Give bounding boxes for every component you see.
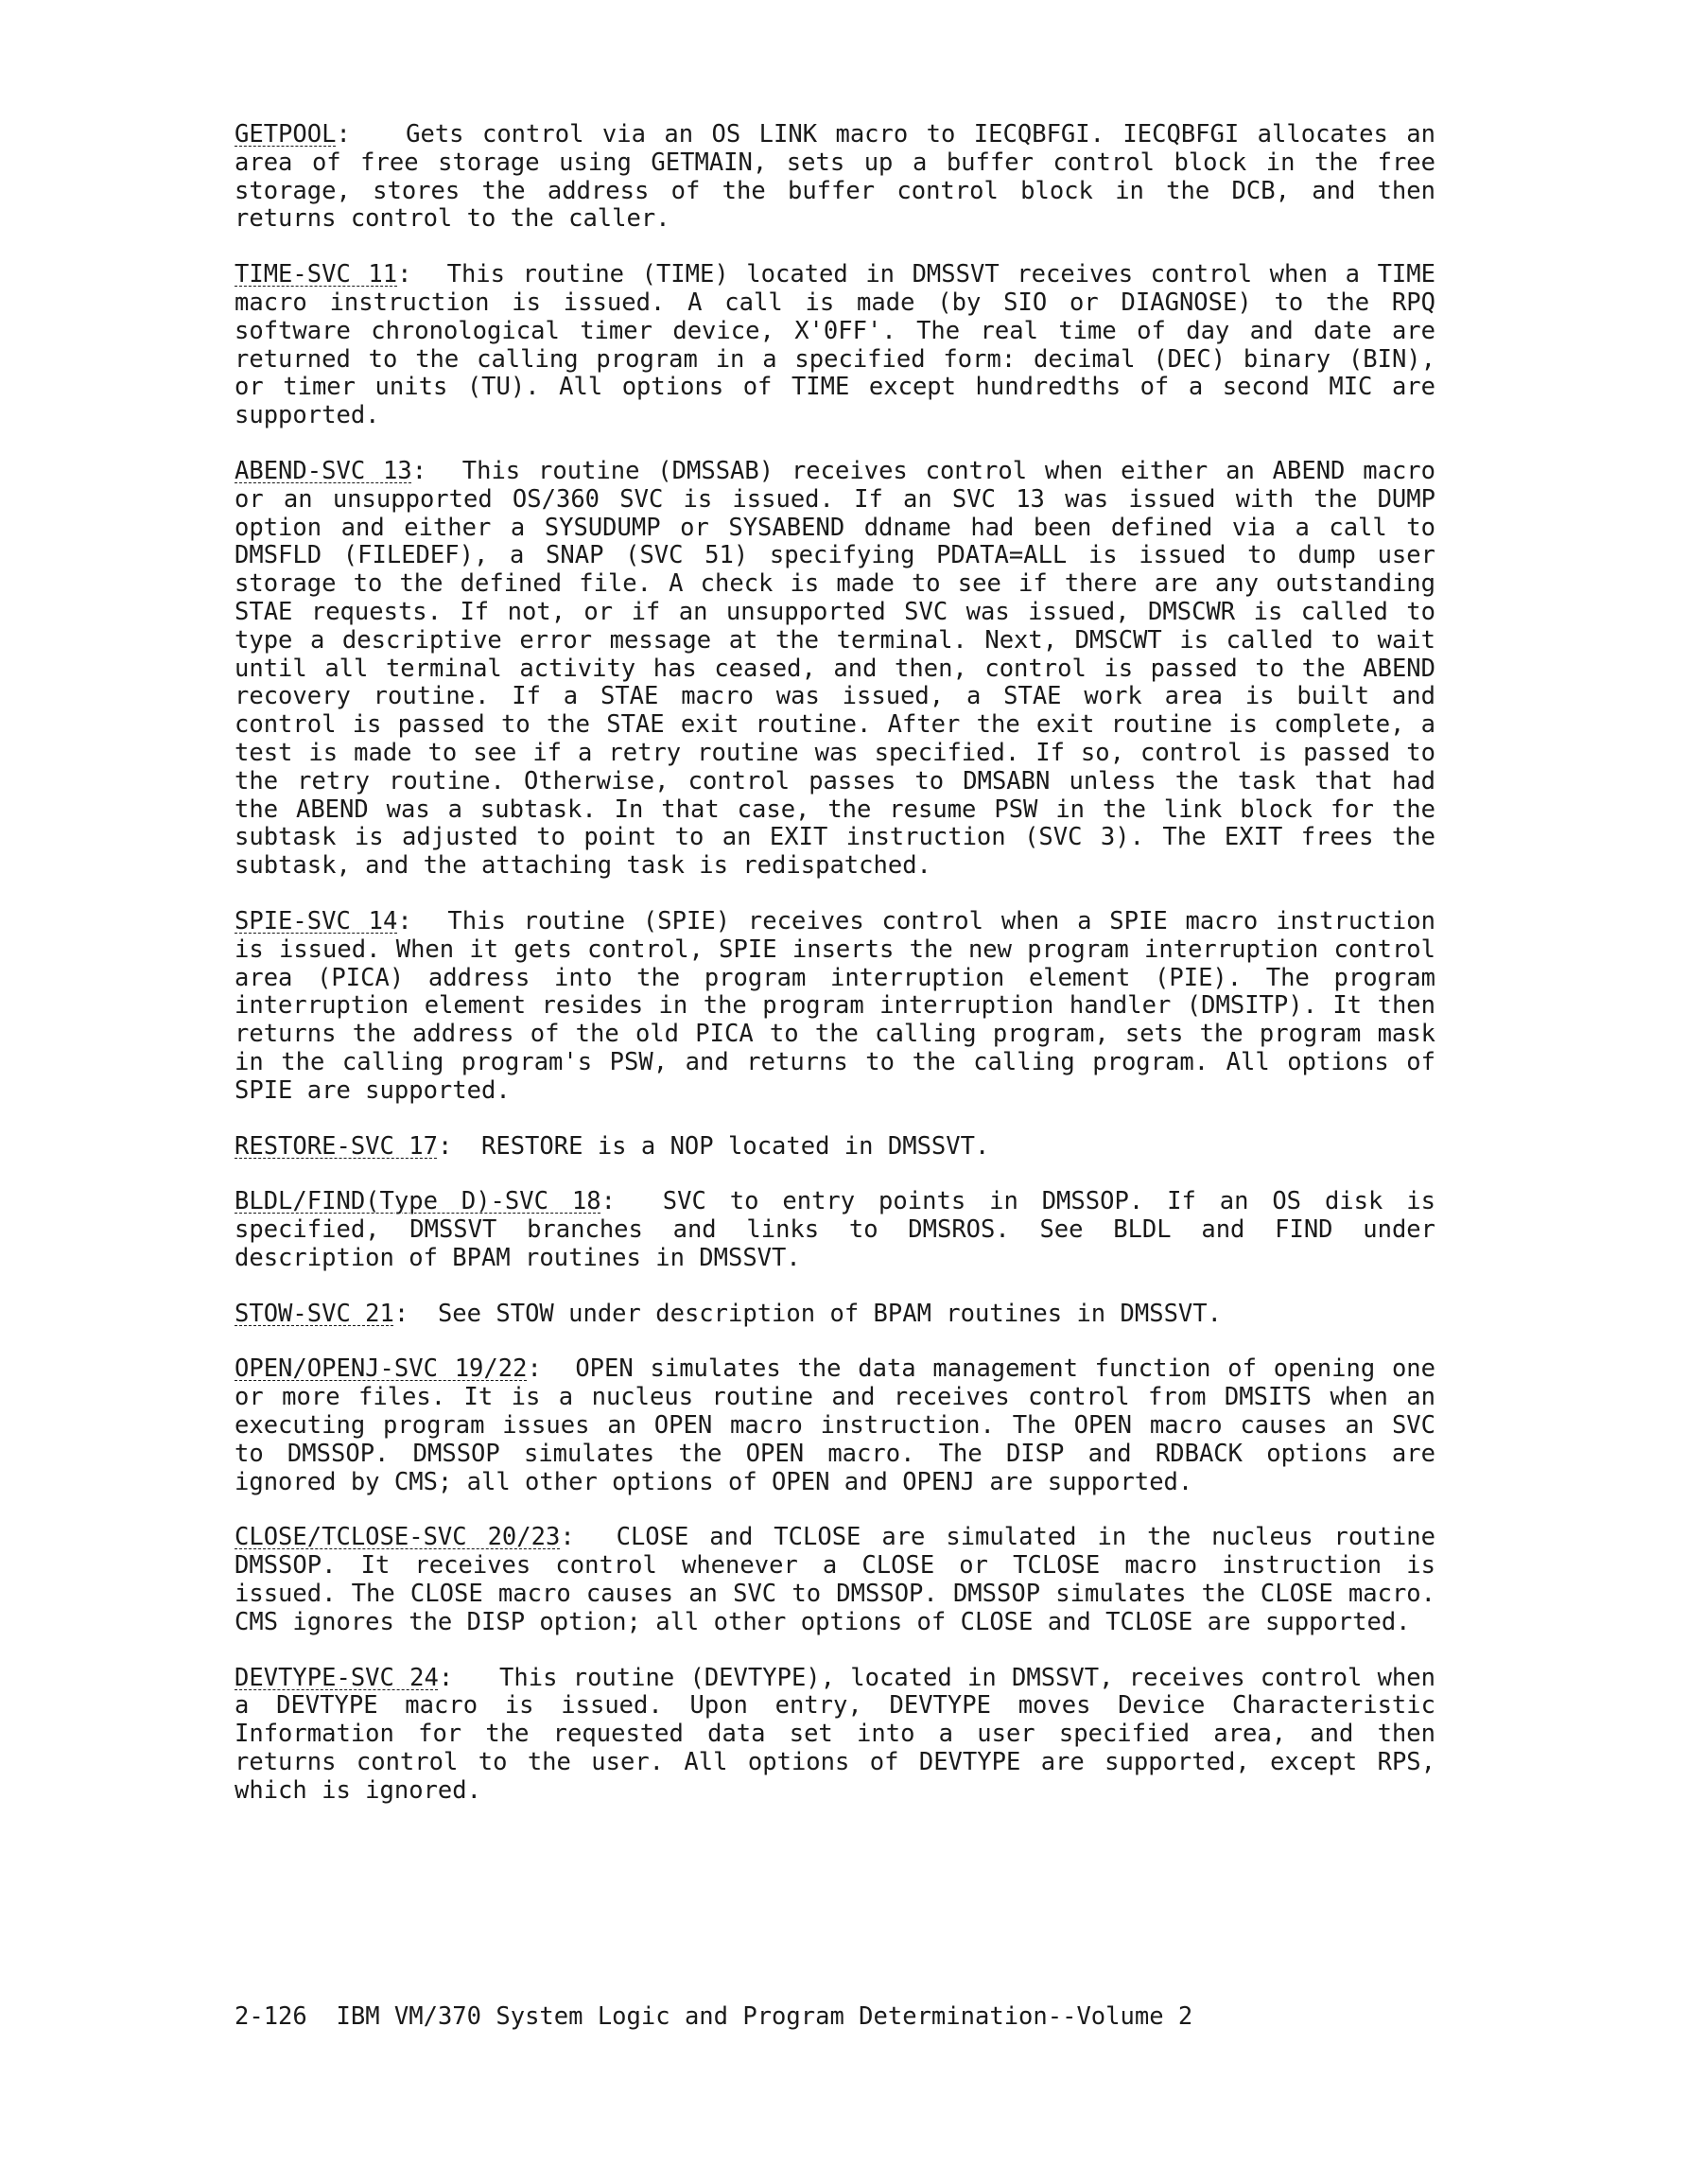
entry-heading: SPIE-SVC 14 <box>235 906 398 935</box>
entry-getpool: GETPOOL: Gets control via an OS LINK macro to IECQBFGI. IECQBFGI allocates an area of free storage using GETMAIN, sets up a buffer control block in the free storage, stores the address of the buffer control block in the DCB, and then returns control to the caller. <box>235 120 1435 234</box>
entry-spie-svc: SPIE-SVC 14: This routine (SPIE) receives control when a SPIE macro instruction is issued. When it gets control, SPIE inserts the new program interruption control area (PICA) address into the program interruption element (PIE). The program interruption element resides in the program interruption handler (DMSITP). It then returns the address of the old PICA to the calling program, sets the program mask in the calling program's PSW, and returns to the calling program. All options of SPIE are supported. <box>235 906 1435 1105</box>
entry-heading: ABEND-SVC 13 <box>235 456 412 485</box>
page-footer <box>235 2002 1192 2031</box>
entry-heading: BLDL/FIND(Type D)-SVC 18 <box>235 1187 601 1216</box>
entry-bldl-find-svc: BLDL/FIND(Type D)-SVC 18: SVC to entry points in DMSSOP. If an OS disk is specified, DMSSVT branches and links to DMSROS. See BLDL and FIND under description of BPAM routines in DMSSVT. <box>235 1187 1435 1272</box>
entry-heading: STOW-SVC 21 <box>235 1299 394 1328</box>
entry-restore-svc: RESTORE-SVC 17: RESTORE is a NOP located in DMSSVT. <box>235 1131 990 1161</box>
entry-heading: DEVTYPE-SVC 24 <box>235 1663 439 1692</box>
document-body <box>235 121 1435 1833</box>
entry-devtype-svc: DEVTYPE-SVC 24: This routine (DEVTYPE), located in DMSSVT, receives control when a DEVTYPE macro is issued. Upon entry, DEVTYPE moves Device Characteristic Information for the requested data set into a user specified area, and then returns control to the user. All options of DEVTYPE are supported, except RPS, which is ignored. <box>235 1663 1435 1805</box>
entry-body: This routine (DEVTYPE), located in DMSSVT, receives control when a DEVTYPE macro is issued. Upon entry, DEVTYPE moves Device Characteristic Information for the requested data set into a user specified area, and then returns control to the user. All options of DEVTYPE are supported, except RPS, which is ignored. <box>235 1663 1435 1805</box>
entry-heading: CLOSE/TCLOSE-SVC 20/23 <box>235 1523 561 1552</box>
entry-time-svc: TIME-SVC 11: This routine (TIME) located in DMSSVT receives control when a TIME macro instruction is issued. A call is made (by SIO or DIAGNOSE) to the RPQ software chronological timer device, X'0FF'. The real time of day and date are returned to the calling program in a specified form: decimal (DEC) binary (BIN), or timer units (TU). All options of TIME except hundredths of a second MIC are supported. <box>235 260 1435 430</box>
page-number: 2-126 <box>235 2002 307 2031</box>
entry-heading: OPEN/OPENJ-SVC 19/22 <box>235 1354 528 1384</box>
entry-body: This routine (SPIE) receives control when a SPIE macro instruction is issued. When it gets control, SPIE inserts the new program interruption control area (PICA) address into the program interruption element (PIE). The program interruption element resides in the program interruption handler (DMSITP). It then returns the address of the old PICA to the calling program, sets the program mask in the calling program's PSW, and returns to the calling program. All options of SPIE are supported. <box>235 906 1435 1105</box>
entry-body: OPEN simulates the data management function of opening one or more files. It is a nucleus routine and receives control from DMSITS when an executing program issues an OPEN macro instruction. The OPEN macro causes an SVC to DMSSOP. DMSSOP simulates the OPEN macro. The DISP and RDBACK options are ignored by CMS; all other options of OPEN and OPENJ are supported. <box>235 1354 1435 1496</box>
entry-heading: RESTORE-SVC 17 <box>235 1131 438 1161</box>
entry-body: CLOSE and TCLOSE are simulated in the nucleus routine DMSSOP. It receives control whenever a CLOSE or TCLOSE macro instruction is issued. The CLOSE macro causes an SVC to DMSSOP. DMSSOP simulates the CLOSE macro. CMS ignores the DISP option; all other options of CLOSE and TCLOSE are supported. <box>235 1523 1435 1636</box>
entry-stow-svc: STOW-SVC 21: See STOW under description of BPAM routines in DMSSVT. <box>235 1299 1222 1328</box>
entry-body: This routine (TIME) located in DMSSVT receives control when a TIME macro instruction is issued. A call is made (by SIO or DIAGNOSE) to the RPQ software chronological timer device, X'0FF'. The real time of day and date are returned to the calling program in a specified form: decimal (DEC) binary (BIN), or timer units (TU). All options of TIME except hundredths of a second MIC are supported. <box>235 260 1435 430</box>
entry-body: Gets control via an OS LINK macro to IECQBFGI. IECQBFGI allocates an area of free storage using GETMAIN, sets up a buffer control block in the free storage, stores the address of the buffer control block in the DCB, and then returns control to the caller. <box>235 120 1435 234</box>
entry-body: RESTORE is a NOP located in DMSSVT. <box>481 1131 990 1161</box>
entry-open-svc: OPEN/OPENJ-SVC 19/22: OPEN simulates the data management function of opening one or more files. It is a nucleus routine and receives control from DMSITS when an executing program issues an OPEN macro instruction. The OPEN macro causes an SVC to DMSSOP. DMSSOP simulates the OPEN macro. The DISP and RDBACK options are ignored by CMS; all other options of OPEN and OPENJ are supported. <box>235 1354 1435 1496</box>
entry-heading: GETPOOL <box>235 120 337 149</box>
entry-heading: TIME-SVC 11 <box>235 260 398 289</box>
entry-close-svc: CLOSE/TCLOSE-SVC 20/23: CLOSE and TCLOSE are simulated in the nucleus routine DMSSOP. It receives control whenever a CLOSE or TCLOSE macro instruction is issued. The CLOSE macro causes an SVC to DMSSOP. DMSSOP simulates the CLOSE macro. CMS ignores the DISP option; all other options of CLOSE and TCLOSE are supported. <box>235 1523 1435 1636</box>
entry-body: SVC to entry points in DMSSOP. If an OS disk is specified, DMSSVT branches and links to DMSROS. See BLDL and FIND under description of BPAM routines in DMSSVT. <box>235 1187 1435 1272</box>
entry-body: See STOW under description of BPAM routines in DMSSVT. <box>437 1299 1222 1328</box>
document-title: IBM VM/370 System Logic and Program Determination--Volume 2 <box>336 2002 1193 2031</box>
entry-body: This routine (DMSSAB) receives control when either an ABEND macro or an unsupported OS/360 SVC is issued. If an SVC 13 was issued with the DUMP option and either a SYSUDUMP or SYSABEND ddname had been defined via a call to DMSFLD (FILEDEF), a SNAP (SVC 51) specifying PDATA=ALL is issued to dump user storage to the defined file. A check is made to see if there are any outstanding STAE requests. If not, or if an unsupported SVC was issued, DMSCWR is called to type a descriptive error message at the terminal. Next, DMSCWT is called to wait until all terminal activity has ceased, and then, control is passed to the ABEND recovery routine. If a STAE macro was issued, a STAE work area is built and control is passed to the STAE exit routine. After the exit routine is complete, a test is made to see if a retry routine was specified. If so, control is passed to the retry routine. Otherwise, control passes to DMSABN unless the task that had the ABEND was a subtask. In that case, the resume PSW in the link block for the subtask is adjusted to point to an EXIT instruction (SVC 3). The EXIT frees the subtask, and the attaching task is redispatched. <box>235 456 1435 881</box>
entry-abend-svc: ABEND-SVC 13: This routine (DMSSAB) receives control when either an ABEND macro or an unsupported OS/360 SVC is issued. If an SVC 13 was issued with the DUMP option and either a SYSUDUMP or SYSABEND ddname had been defined via a call to DMSFLD (FILEDEF), a SNAP (SVC 51) specifying PDATA=ALL is issued to dump user storage to the defined file. A check is made to see if there are any outstanding STAE requests. If not, or if an unsupported SVC was issued, DMSCWR is called to type a descriptive error message at the terminal. Next, DMSCWT is called to wait until all terminal activity has ceased, and then, control is passed to the ABEND recovery routine. If a STAE macro was issued, a STAE work area is built and control is passed to the STAE exit routine. After the exit routine is complete, a test is made to see if a retry routine was specified. If so, control is passed to the retry routine. Otherwise, control passes to DMSABN unless the task that had the ABEND was a subtask. In that case, the resume PSW in the link block for the subtask is adjusted to point to an EXIT instruction (SVC 3). The EXIT frees the subtask, and the attaching task is redispatched. <box>235 456 1435 881</box>
